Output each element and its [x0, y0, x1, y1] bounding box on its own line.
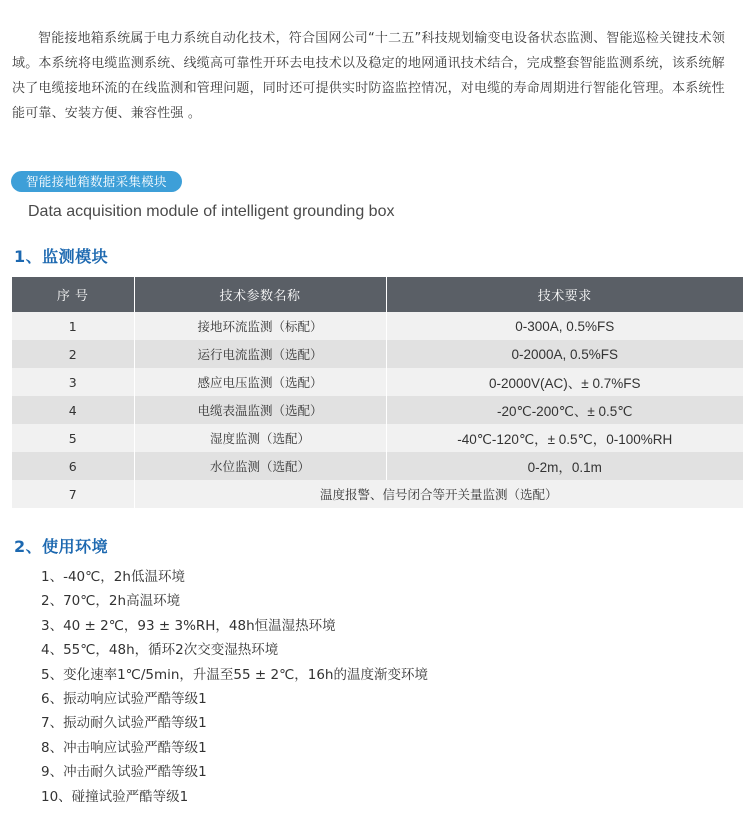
param-name: 湿度监测（选配）	[134, 424, 386, 452]
spec-table	[12, 277, 743, 508]
param-requirement: -20℃-200℃、± 0.5℃	[386, 396, 743, 424]
list-item: 10、碰撞试验严酷等级1	[41, 788, 189, 805]
param-requirement: 0-2000V(AC)、± 0.7%FS	[386, 368, 743, 396]
column-header-name: 技术参数名称	[134, 277, 386, 312]
environment-list	[41, 565, 428, 809]
row-number: 3	[12, 368, 134, 396]
param-requirement: -40℃-120℃，± 0.5℃，0-100%RH	[386, 424, 743, 452]
merged-param-cell: 温度报警、信号闭合等开关量监测（选配）	[134, 480, 743, 508]
table-row	[12, 424, 743, 452]
param-name: 感应电压监测（选配）	[134, 368, 386, 396]
table-header-row	[12, 277, 743, 312]
module-badge: 智能接地箱数据采集模块	[11, 171, 182, 192]
param-name: 水位监测（选配）	[134, 452, 386, 480]
list-item: 9、冲击耐久试验严酷等级1	[41, 764, 207, 781]
column-header-requirement: 技术要求	[386, 277, 743, 312]
table-row	[12, 396, 743, 424]
table-row	[12, 312, 743, 340]
row-number: 6	[12, 452, 134, 480]
section-title-environment: 2、使用环境	[14, 537, 109, 556]
row-number: 2	[12, 340, 134, 368]
module-english-title: Data acquisition module of intelligent grounding box	[28, 203, 395, 220]
table-row	[12, 480, 743, 508]
list-item: 8、冲击响应试验严酷等级1	[41, 739, 207, 756]
row-number: 1	[12, 312, 134, 340]
table-row	[12, 368, 743, 396]
param-requirement: 0-2000A, 0.5%FS	[386, 340, 743, 368]
table-row	[12, 340, 743, 368]
row-number: 5	[12, 424, 134, 452]
list-item: 3、40 ± 2℃，93 ± 3%RH，48h恒温湿热环境	[41, 617, 336, 634]
row-number: 7	[12, 480, 134, 508]
list-item: 5、变化速率1℃/5min，升温至55 ± 2℃，16h的温度渐变环境	[41, 666, 428, 683]
intro-paragraph: 智能接地箱系统属于电力系统自动化技术，符合国网公司“十二五”科技规划输变电设备状态监测、智能巡检关键技术领域。本系统将电缆监测系统、线缆高可靠性开环去电技术以及稳定的地网通讯技术结合，完成整套智能监测系统，该系统解决了电缆接地环流的在线监测和管理问题，同时还可提供实时防盗监控情况，对电缆的寿命周期进行智能化管理。本系统性能可靠、安装方便、兼容性强 。	[12, 31, 726, 121]
param-name: 电缆表温监测（选配）	[134, 396, 386, 424]
column-header-no: 序 号	[12, 277, 134, 312]
table-row	[12, 452, 743, 480]
param-name: 运行电流监测（选配）	[134, 340, 386, 368]
section-title-monitoring: 1、监测模块	[14, 247, 109, 266]
row-number: 4	[12, 396, 134, 424]
param-requirement: 0-2m，0.1m	[386, 452, 743, 480]
list-item: 6、振动响应试验严酷等级1	[41, 690, 207, 707]
param-requirement: 0-300A, 0.5%FS	[386, 312, 743, 340]
list-item: 1、-40℃，2h低温环境	[41, 569, 185, 585]
list-item: 2、70℃，2h高温环境	[41, 593, 181, 610]
param-name: 接地环流监测（标配）	[134, 312, 386, 340]
list-item: 7、振动耐久试验严酷等级1	[41, 715, 207, 732]
list-item: 4、55℃，48h，循环2次交变湿热环境	[41, 642, 279, 659]
